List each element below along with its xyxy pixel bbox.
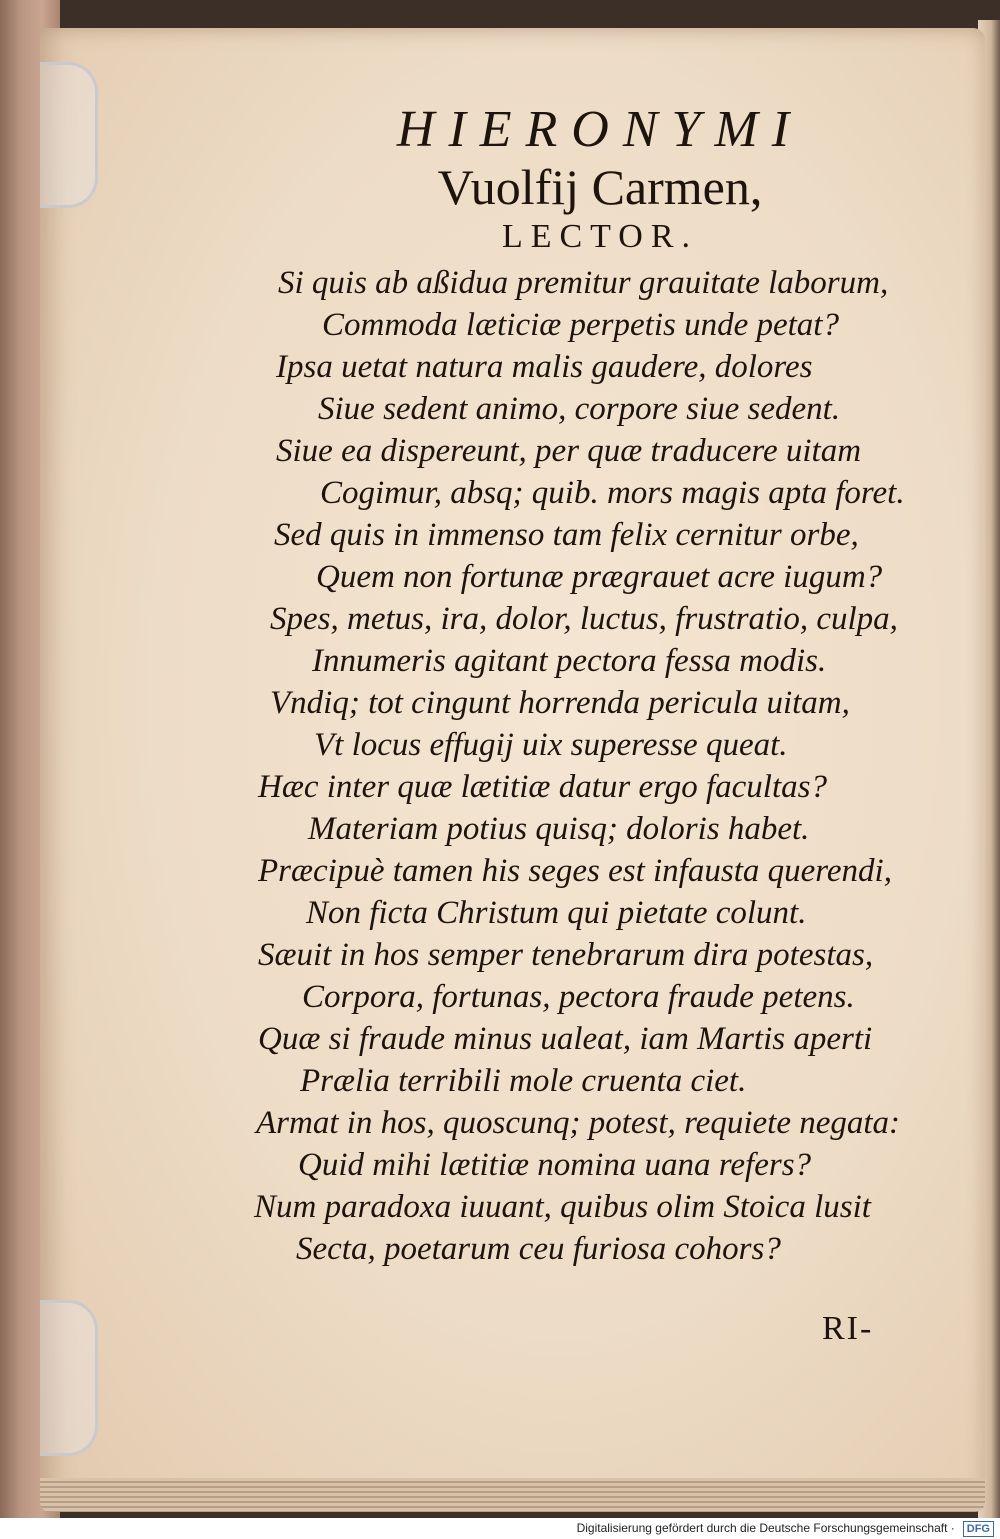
poem-line: Spes, metus, ira, dolor, luctus, frustratio, culpa,	[270, 601, 898, 637]
heading-lector: LECTOR.	[501, 218, 699, 255]
poem-line: Materiam potius quisq; doloris habet.	[308, 811, 810, 847]
poem-line: Corpora, fortunas, pectora fraude petens.	[302, 979, 855, 1015]
poem-line: Vndiq; tot cingunt horrenda pericula uitam,	[270, 685, 850, 721]
poem-line: Siue sedent animo, corpore siue sedent.	[318, 391, 841, 427]
poem-line: Præcipuè tamen his seges est infausta querendi,	[258, 853, 892, 889]
poem-line: Secta, poetarum ceu furiosa cohors?	[296, 1231, 781, 1267]
poem-line: Si quis ab aßidua premitur grauitate laborum,	[278, 265, 889, 301]
poem-line: Sed quis in immenso tam felix cernitur orbe,	[274, 517, 859, 553]
poem-line: Siue ea dispereunt, per quæ traducere uitam	[276, 433, 862, 469]
poem-line: Commoda læticiæ perpetis unde petat?	[322, 307, 839, 343]
poem-line: Sæuit in hos semper tenebrarum dira potestas,	[258, 937, 874, 973]
credit-text: Digitalisierung gefördert durch die Deutsche Forschungsgemeinschaft ·	[576, 1521, 955, 1535]
poem-line: Non ficta Christum qui pietate colunt.	[306, 895, 807, 931]
poem-line: Quæ si fraude minus ualeat, iam Martis aperti	[258, 1021, 873, 1057]
catchword: RI-	[822, 1310, 874, 1347]
poem-line: Ipsa uetat natura malis gaudere, dolores	[276, 349, 813, 385]
poem-line: Quid mihi lætitiæ nomina uana refers?	[298, 1147, 812, 1183]
page-clip-bottom	[40, 1300, 98, 1456]
poem-line: Innumeris agitant pectora fessa modis.	[312, 643, 827, 679]
digitization-credit-bar	[0, 1518, 1000, 1539]
heading-title: Vuolfij Carmen,	[437, 159, 763, 215]
dfg-logo: DFG	[963, 1521, 994, 1537]
page-bottom-edge	[40, 1478, 985, 1512]
poem-line: Prælia terribili mole cruenta ciet.	[300, 1063, 747, 1099]
heading-author: HIERONYMI	[396, 101, 804, 158]
poem-line: Num paradoxa iuuant, quibus olim Stoica lusit	[254, 1189, 871, 1225]
page-clip-top	[40, 62, 98, 208]
poem-line: Vt locus effugij uix superesse queat.	[314, 727, 788, 763]
poem-line: Armat in hos, quoscunq; potest, requiete negata:	[256, 1105, 901, 1141]
poem-line: Hæc inter quæ lætitiæ datur ergo facultas?	[258, 769, 827, 805]
poem-line: Quem non fortunæ prægrauet acre iugum?	[316, 559, 883, 595]
poem-line: Cogimur, absq; quib. mors magis apta foret.	[320, 475, 905, 511]
